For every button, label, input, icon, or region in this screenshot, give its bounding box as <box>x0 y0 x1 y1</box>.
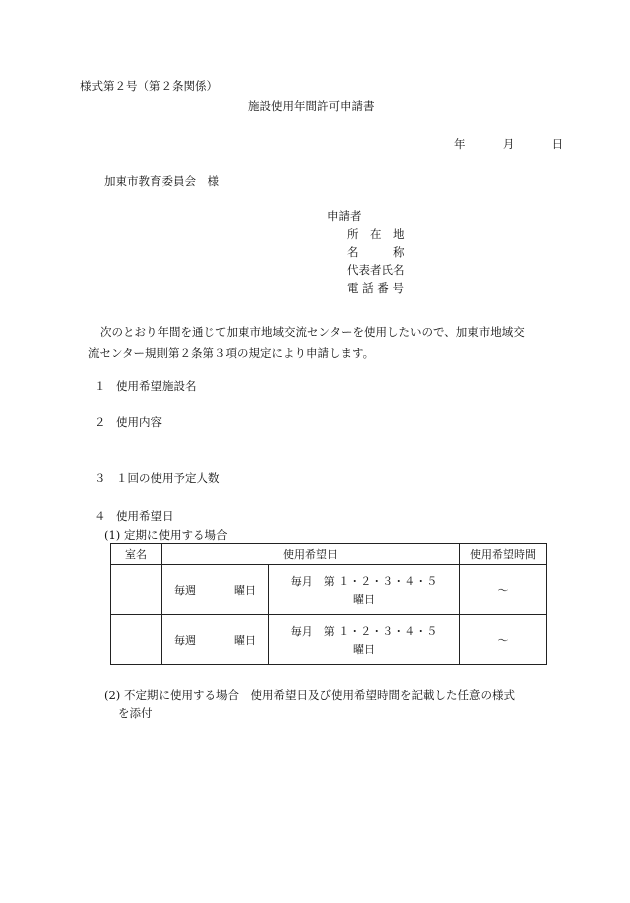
room-cell[interactable] <box>111 615 162 665</box>
time-cell[interactable] <box>460 565 547 615</box>
monthly-cell[interactable] <box>269 565 460 615</box>
representative-label: 代表者氏名 <box>347 263 405 277</box>
phone-label: 電 話 番 号 <box>347 281 404 295</box>
header-desired-time: 使用希望時間 <box>460 544 547 565</box>
header-desired-date: 使用希望日 <box>162 544 460 565</box>
time-cell[interactable] <box>460 615 547 665</box>
monthly-suffix: 曜日 <box>353 592 375 606</box>
intro-paragraph <box>88 322 538 364</box>
item-facility-name <box>94 380 197 394</box>
irregular-use-note <box>104 686 554 722</box>
item-label: 使用希望施設名 <box>116 379 197 393</box>
regular-use-heading: (1) 定期に使用する場合 <box>104 528 228 542</box>
time-range-tilde: ～ <box>497 583 509 597</box>
name-label: 名 称 <box>347 245 405 259</box>
usage-schedule-table <box>110 543 547 665</box>
monthly-options: 毎月 第 １・２・３・４・５ <box>290 624 438 638</box>
date-month-label: 月 <box>502 137 515 151</box>
weekly-suffix: 曜日 <box>234 583 256 597</box>
room-cell[interactable] <box>111 565 162 615</box>
weekly-prefix: 毎週 <box>174 583 196 597</box>
item-number: ３ <box>94 471 106 485</box>
addressee: 加東市教育委員会 様 <box>104 174 219 188</box>
weekly-cell[interactable] <box>162 565 269 615</box>
monthly-suffix: 曜日 <box>353 642 375 656</box>
weekly-prefix: 毎週 <box>174 633 196 647</box>
intro-line-1: 次のとおり年間を通じて加東市地域交流センターを使用したいので、加東市地域交 <box>100 325 525 339</box>
date-day-label: 日 <box>551 137 564 151</box>
table-row <box>111 565 547 615</box>
form-number: 様式第２号（第２条関係） <box>80 79 218 93</box>
item-number: ４ <box>94 509 106 523</box>
item-number: １ <box>94 379 106 393</box>
table-row <box>111 615 547 665</box>
table-header-row <box>111 544 547 565</box>
monthly-cell[interactable] <box>269 615 460 665</box>
item-expected-people <box>94 472 220 486</box>
address-label: 所 在 地 <box>347 227 405 241</box>
date-year-label: 年 <box>454 137 466 151</box>
irregular-line-1: (2) 不定期に使用する場合 使用希望日及び使用希望時間を記載した任意の様式 <box>104 688 515 702</box>
applicant-block <box>327 210 405 300</box>
time-range-tilde: ～ <box>497 633 509 647</box>
intro-line-2: 流センター規則第２条第３項の規定により申請します。 <box>88 346 375 360</box>
document-title: 施設使用年間許可申請書 <box>248 99 375 113</box>
applicant-heading: 申請者 <box>327 209 362 223</box>
date-line <box>454 138 563 152</box>
weekly-suffix: 曜日 <box>234 633 256 647</box>
weekly-cell[interactable] <box>162 615 269 665</box>
monthly-options: 毎月 第 １・２・３・４・５ <box>290 574 438 588</box>
header-room: 室名 <box>111 544 162 565</box>
item-label: １回の使用予定人数 <box>116 471 220 485</box>
irregular-line-2: を添付 <box>118 706 153 720</box>
item-usage-content <box>94 416 162 430</box>
item-label: 使用希望日 <box>116 509 174 523</box>
item-label: 使用内容 <box>116 415 162 429</box>
item-desired-dates <box>94 510 174 524</box>
item-number: ２ <box>94 415 106 429</box>
